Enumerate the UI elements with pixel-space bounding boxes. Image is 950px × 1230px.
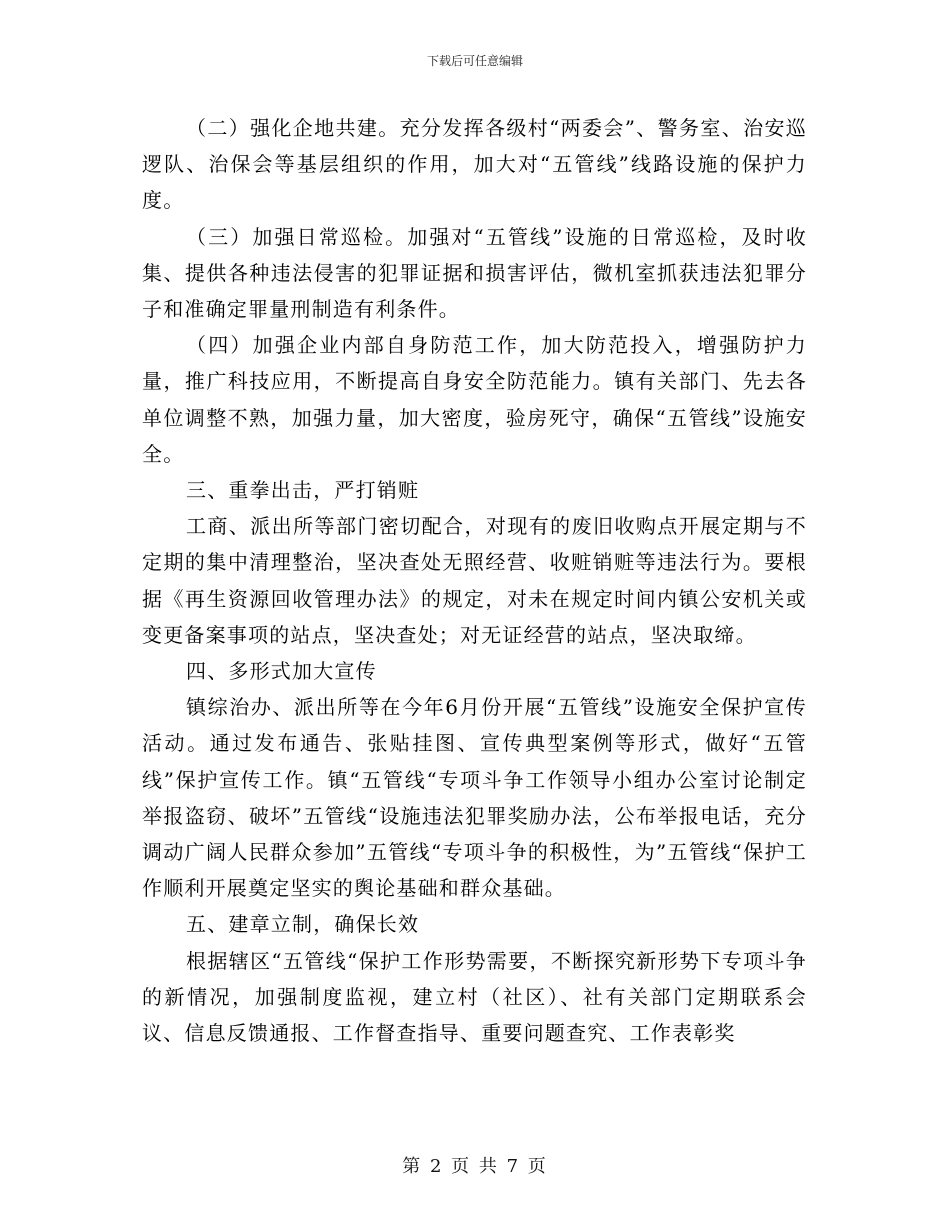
paragraph-internal-prevention: （四）加强企业内部自身防范工作，加大防范投入，增强防护力量，推广科技应用，不断提高自身安全防范能力。镇有关部门、先去各单位调整不熟，加强力量，加大密度，验房死守，确保“五管线”设施安全。 — [142, 333, 807, 466]
paragraph-strengthen-cooperation: （二）强化企地共建。充分发挥各级村“两委会”、警务室、治安巡逻队、治保会等基层组织的作用，加大对“五管线”线路设施的保护力度。 — [142, 116, 807, 213]
header-note: 下载后可任意编辑 — [426, 54, 523, 68]
section-heading-crackdown: 三、重拳出击，严打销赃 — [186, 478, 420, 503]
page-number: 第 2 页 共 7 页 — [402, 1156, 548, 1177]
paragraph-regulations: 根据辖区“五管线“保护工作形势需要，不断探究新形势下专项斗争的新情况，加强制度监视，建立村（社区）、社有关部门定期联系会议、信息反馈通报、工作督查指导、重要问题查究、工作表彰奖 — [142, 948, 807, 1046]
paragraph-crackdown: 工商、派出所等部门密切配合，对现有的废旧收购点开展定期与不定期的集中清理整治，坚决查处无照经营、收赃销赃等违法行为。要根据《再生资源回收管理办法》的规定，对未在规定时间内镇公安机关或变更备案事项的站点，坚决查处；对无证经营的站点，坚决取缔。 — [142, 514, 807, 647]
document-body — [142, 110, 807, 1051]
section-heading-regulations: 五、建章立制，确保长效 — [186, 912, 420, 937]
paragraph-publicity: 镇综治办、派出所等在今年6月份开展“五管线”设施安全保护宣传活动。通过发布通告、张贴挂图、宣传典型案例等形式，做好“五管线”保护宣传工作。镇“五管线“专项斗争工作领导小组办公室讨论制定举报盗窃、破坏”五管线“设施违法犯罪奖励办法，公布举报电话，充分调动广阔人民群众参加”五管线“专项斗争的积极性，为”五管线“保护工作顺利开展奠定坚实的舆论基础和群众基础。 — [142, 695, 807, 901]
section-heading-publicity: 四、多形式加大宣传 — [186, 659, 377, 684]
paragraph-daily-inspection: （三）加强日常巡检。加强对“五管线”设施的日常巡检，及时收集、提供各种违法侵害的犯罪证据和损害评估，微机室抓获违法犯罪分子和准确定罪量刑制造有利条件。 — [142, 224, 807, 322]
